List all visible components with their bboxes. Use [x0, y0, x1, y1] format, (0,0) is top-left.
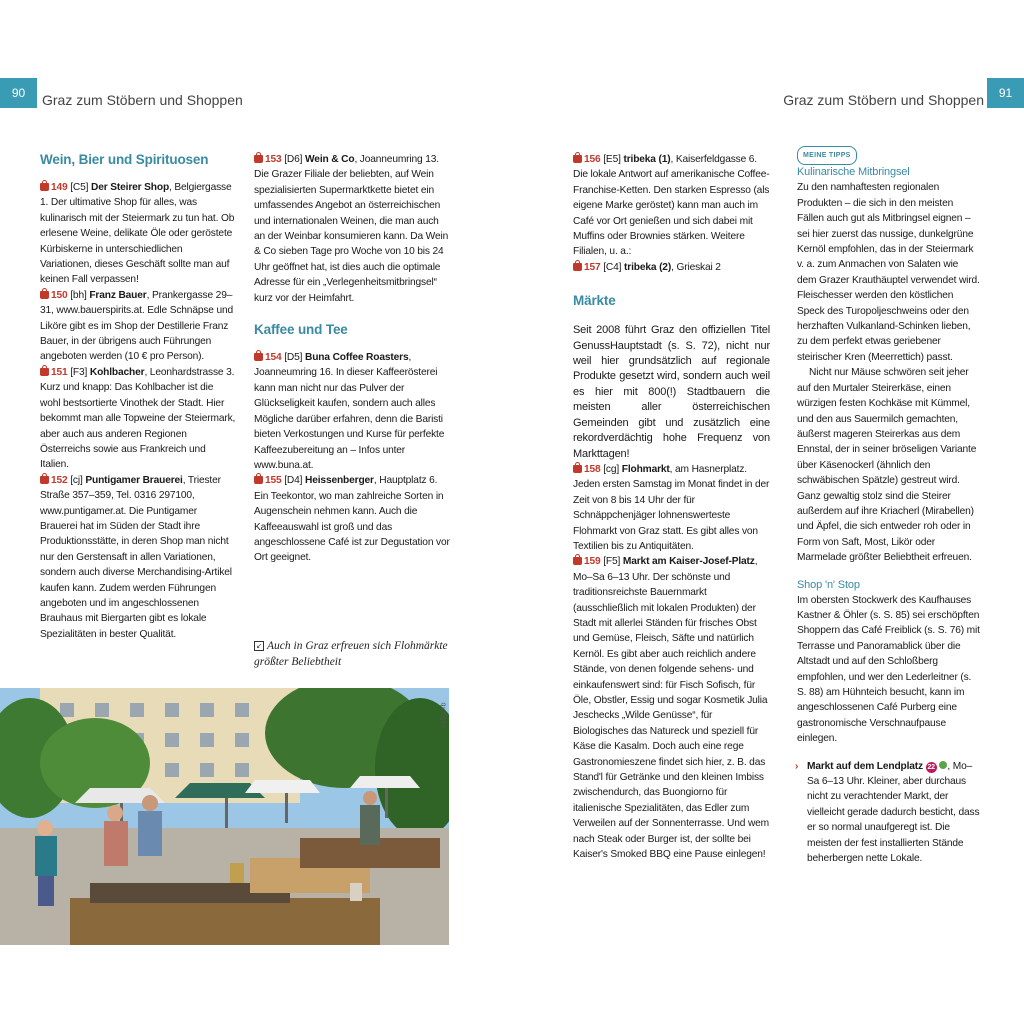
entry-number: 157: [584, 261, 601, 273]
map-reference: [cj]: [70, 474, 83, 486]
entry-name: Puntigamer Brauerei: [85, 474, 183, 486]
entry-number: 150: [51, 289, 68, 301]
entry-number: 158: [584, 463, 601, 475]
entry-text: , Kaiserfeldgasse 6. Die lokale Antwort auf amerikanische Coffee-Franchise-Ketten. Den starken Espresso (als eigene Marke geröstet) kann man auch im Café vor Ort genießen und sich dabei mit Muffins oder Brownies stärken. Weitere Filialen, u. a.:: [573, 154, 770, 258]
entry-number: 151: [51, 366, 68, 378]
page-number-left: 90: [0, 78, 37, 108]
entry-list: [573, 152, 770, 275]
entry-number: 152: [51, 474, 68, 486]
map-reference: [cg]: [603, 463, 620, 475]
shop-entry: [40, 365, 236, 473]
entry-name: Franz Bauer: [89, 289, 147, 301]
map-reference: [D6]: [284, 154, 303, 165]
map-reference: [bh]: [70, 289, 87, 301]
shopping-bag-icon: [254, 476, 263, 484]
shop-entry: [254, 473, 450, 565]
entry-name: Heissenberger: [305, 475, 374, 487]
tip-text-shop-n-stop: Im obersten Stockwerk des Kaufhauses Kastner & Öhler (s. S. 85) sei erschöpften Shoppern das Café Freiblick (s. S. 76) mit Terrasse und Panoramablick über die Altstadt und auf den Schloßberg empfohlen, und wer den Lederleitner (s. S. 88) am Hühnteich besucht, kann im angeschlossenen Café Purberg eine gastronomische Verschnaufpause einlegen.: [797, 594, 980, 745]
entry-text: , Joanneumring 13. Die Grazer Filiale der beliebten, auf Wein spezialisierten Supermarktkette bietet ein umfassendes Angebot an österreichischen und internationalen Weinen, die man auch an der Weinbar konsumieren kann. Da Wein & Co sieben Tage pro Woche von 10 bis 24 Uhr geöffnet hat, ist dies auch die optimale Adresse für ein „Verlegenheitsmitbringsel“ kurz vor der Heimfahrt.: [254, 154, 449, 304]
shop-entry: [573, 554, 770, 862]
shopping-bag-icon: [573, 465, 582, 473]
shopping-bag-icon: [40, 291, 49, 299]
entry-name: Wein & Co: [305, 154, 355, 165]
right-column-2: [797, 146, 980, 866]
map-reference: [D5]: [284, 352, 303, 364]
entry-number: 159: [584, 556, 601, 568]
market-lendplatz-title: Markt auf dem Lendplatz: [807, 760, 923, 772]
shopping-bag-icon: [40, 476, 49, 484]
flea-market-illustration: [0, 688, 449, 945]
tip-text-mitbringsel-2: Nicht nur Mäuse schwören seit jeher auf den Murtaler Steirerkäse, einen würzigen festen Kochkäse mit Kümmel, und den aus Sauermilch gemachten, äußerst mageren Steirerkas aus dem Ennstal, der in seiner bröseligen Variante über Käsenockerl (ähnlich den schwäbischen Spätzle) gestreut wird. Ganz gewaltig stolz sind die Steirer außerdem auf ihre Kriacherl (Mirabellen) und Äpfel, die sich entweder roh oder in Form von Saft, Most, Likör oder Marmelade größter Beliebtheit erfreuen.: [797, 367, 977, 564]
entry-number: 155: [265, 475, 282, 487]
running-head-right: Graz zum Stöbern und Shoppen: [783, 92, 984, 108]
entry-list: [573, 462, 770, 863]
entry-text: , Belgiergasse 1. Der ultimative Shop für alles, was kulinarisch mit der Steiermark zu tun hat. Ob erlesene Weine, delikate Öle oder geröstete Kürbiskerne in unterschiedlichen Variationen, dieses Geschäft sollte man auf keinen Fall verpassen!: [40, 182, 235, 286]
map-reference: [F5]: [603, 556, 621, 568]
left-column-1: [40, 152, 236, 642]
entry-name: Flohmarkt: [621, 463, 670, 475]
entry-text: , Grieskai 2: [671, 261, 721, 273]
entry-name: tribeka (2): [624, 261, 672, 273]
entry-text: , Mo–Sa 6–13 Uhr. Der schönste und traditionsreichste Bauernmarkt (ausschließlich mit lokalen Produkten) der Stadt mit allerlei Ständen für frisches Obst und Gemüse, Fleisch, Säfte und natürlich Kernöl. Es gibt aber auch reichlich andere Stände, von denen folgende sehens- und einkaufenswert sind: für Fisch Sofisch, für Öle, Obstler, Essig und sogar Kosmetik Julia Jeschecks „Wilde Genüsse“, für Biologisches das Natureck und speziell für Käse die Kasalm. Doch auch eine rege Gastronomieszene findet sich hier, z. B. das Stand'l für Getränke und den kleinen Imbiss zwischendurch, das Buongiorno für italienische Spezialitäten, das Edler zum Verweilen auf der Sonnenterrasse. Und wem nach Steak oder Burger ist, der sollte bei Kaiser's Smoked BBQ eine Pause einlegen!: [573, 556, 770, 861]
entry-text: , am Hasnerplatz. Jeden ersten Samstag im Monat findet in der Zeit von 8 bis 14 Uhr der für Schnäppchenjäger lohnenswerteste Flohmarkt von Graz statt. Es gibt alles von Textilien bis zu Antiquitäten.: [573, 463, 770, 552]
running-head-left: Graz zum Stöbern und Shoppen: [42, 92, 243, 108]
shop-entry: [40, 180, 236, 288]
map-reference: [E5]: [603, 154, 621, 165]
entry-text: , Joanneumring 16. In dieser Kaffeerösterei kann man nicht nur das Pulver der Glückseligkeit kaufen, sondern auch alles Mögliche darüber erfahren, denn die Baristi bieten Verkostungen und Kurse für perfekte Kaffeezubereitung an – Infos unter www.buna.at.: [254, 352, 445, 471]
map-badge: 22: [927, 763, 935, 771]
shop-entry: [573, 462, 770, 554]
entry-name: Markt am Kaiser-Josef-Platz: [622, 556, 755, 568]
arrow-icon: ›: [795, 760, 799, 772]
shopping-bag-icon: [40, 183, 49, 191]
shopping-bag-icon: [254, 353, 263, 361]
left-column-2: [254, 152, 450, 566]
entry-number: 149: [51, 182, 68, 193]
photo-credit: 043gr rb: [440, 702, 448, 729]
shopping-bag-icon: [40, 368, 49, 376]
entry-text: , Triester Straße 357–359, Tel. 0316 297100, www.puntigamer.at. Die Puntigamer Brauerei hat im Süden der Stadt ihre Produktionsstätte, in deren Shop man nicht nur den Gerstensaft in allen Variationen, sondern auch diverse Merchandising-Artikel kaufen kann. Zudem werden Führungen angeboten und im angeschlossenen Brauhaus mit Biergarten gibt es lokale Spezialitäten in bester Qualität.: [40, 474, 232, 640]
map-reference: [F3]: [70, 366, 88, 378]
entry-text: , Hauptplatz 6. Ein Teekontor, wo man zahlreiche Sorten in Augenschein nehmen kann. Auch die Kaffeeauswahl ist groß und das angeschlossene Café ist zur Degustation vor Ort geeignet.: [254, 475, 450, 564]
shop-entry: [40, 473, 236, 642]
map-reference: [D4]: [284, 475, 303, 487]
caption-arrow-icon: ↙: [254, 641, 264, 651]
photo-caption: [254, 638, 449, 670]
page-number-right: 91: [987, 78, 1024, 108]
shop-entry: [573, 152, 770, 260]
tip-title-mitbringsel: Kulinarische Mitbringsel: [797, 166, 910, 179]
my-tips-badge: MEINE TIPPS: [797, 146, 857, 165]
shop-entry: [254, 152, 450, 306]
shop-entry: [573, 260, 770, 275]
section-heading-kaffee: Kaffee und Tee: [254, 322, 348, 338]
market-lendplatz-text: , Mo–Sa 6–13 Uhr. Kleiner, aber durchaus nicht zu verachtender Markt, der vielleicht gerade dadurch besticht, dass er so normal unaufgeregt ist. Die meisten der fest installierten Stände beherbergen nette Lokale.: [807, 760, 980, 865]
shop-entry: [40, 288, 236, 365]
entry-number: 154: [265, 352, 282, 364]
map-reference: [C5]: [70, 182, 89, 193]
caption-text: Auch in Graz erfreuen sich Flohmärkte größter Beliebtheit: [254, 640, 448, 668]
flea-market-photo: [0, 688, 449, 945]
section-heading-wein: Wein, Bier und Spirituosen: [40, 152, 209, 167]
entry-name: Kohlbacher: [89, 366, 145, 378]
entry-number: 156: [584, 154, 601, 165]
markets-intro: Seit 2008 führt Graz den offiziellen Titel GenussHauptstadt (s. S. 72), nicht nur weil hier grundsätzlich auf regionale Produkte gesetzt wird, sondern auch weil es hier mit 800(!) Stadtbauern die meisten aller österreichischen Gemeinden gibt und zusätzlich eine rekordverdächtig hohe Frequenz von Markttagen!: [573, 324, 770, 460]
entry-name: Der Steirer Shop: [91, 182, 170, 193]
entry-text: , Leonhardstrasse 3. Kurz und knapp: Das Kohlbacher ist die wohl bestsortierte Vinothek der Stadt. Hier bekommt man alle Topweine der Steiermark, aber auch aus anderen Regionen Österreichs sowie aus Frankreich und Italien.: [40, 366, 236, 471]
tip-title-shop-n-stop: Shop 'n' Stop: [797, 578, 860, 591]
shopping-bag-icon: [573, 557, 582, 565]
market-lendplatz-entry: [797, 759, 980, 867]
shopping-bag-icon: [254, 155, 263, 163]
map-reference: [C4]: [603, 261, 622, 273]
entry-list: [40, 180, 236, 642]
entry-list: [254, 350, 450, 566]
shopping-bag-icon: [573, 263, 582, 271]
entry-text: , Prankergasse 29–31, www.bauerspirits.at. Edle Schnäpse und Liköre gibt es im Shop der Destillerie Franz Bauer, in der übrigens auch Führungen angeboten werden (10 € pro Person).: [40, 289, 234, 363]
shopping-bag-icon: [573, 155, 582, 163]
entry-list: [254, 152, 450, 306]
entry-name: Buna Coffee Roasters: [305, 352, 409, 364]
section-heading-maerkte: Märkte: [573, 293, 616, 309]
right-column-1: [573, 152, 770, 862]
tip-text-mitbringsel: Zu den namhaftesten regionalen Produkten – die sich in den meisten Fällen auch gut als Mitbringsel eignen – sei hier zuerst das nussige, dunkelgrüne Kernöl empfohlen, das in der Steiermark v. a. zum Anmachen von Salaten wie dem Grazer Krauthäuptel verwendet wird. Fleischesser werden den köstlichen Speck des Turopoljeschweins oder den herzhaften Vulkanland-Schinken lieben, zu dem perfekt etwas geriebener steirischer Kren (Meerrettich) passt.: [797, 182, 980, 363]
shop-entry: [254, 350, 450, 473]
entry-name: tribeka (1): [623, 154, 671, 165]
entry-number: 153: [265, 154, 282, 165]
